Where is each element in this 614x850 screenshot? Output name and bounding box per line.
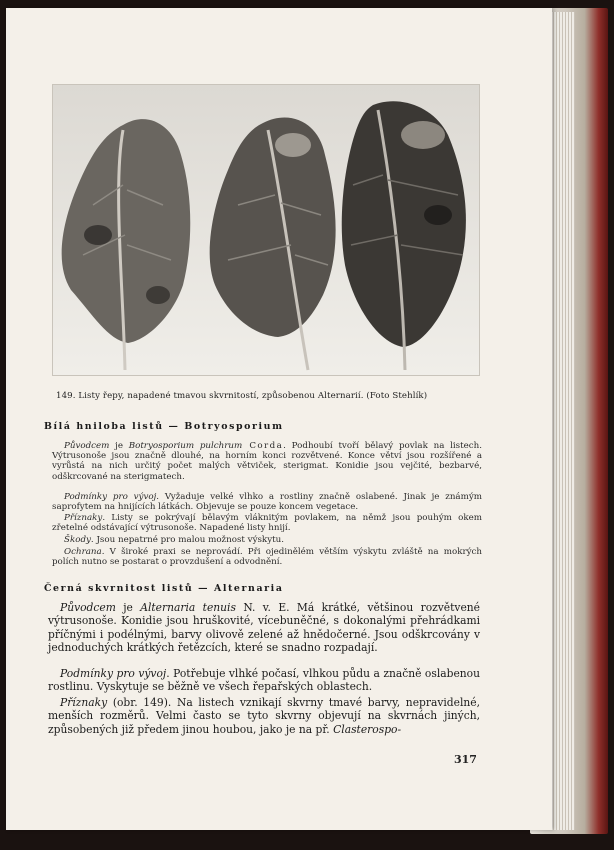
section-heading-alternaria: Černá skvrnitost listů — Alternaria [44, 583, 284, 594]
book-page [6, 8, 552, 830]
section2-paragraph-conditions: Podmínky pro vývoj. Potřebuje vlhké počasí, vlhkou půdu a značně oslabenou rostlinu. Vyskytuje se běžně ve všech řepařských oblastech. [48, 667, 480, 694]
section1-paragraph-protection: Ochrana. V široké praxi se neprovádí. Při ojedinělém větším výskytu zvláště na mokrých polích nutno se postarat o provzdušení a odvodnění. [52, 547, 482, 568]
label-puvodcem: Původcem [64, 441, 110, 451]
species-name: Botryosporium pulchrum [128, 441, 243, 451]
section2-paragraph-origin: Původcem je Alternaria tenuis N. v. E. Má krátké, většinou rozvětvené výtrusonoše. Konidie jsou hruškovité, vícebuněčné, s dokonalými přehrádkami příčnými i podélnými, barvy olivově zelené až hnědočerné. Jsou odškrcovány v jednoduchých krátkých řetězcích, které se snadno rozpadají. [48, 601, 480, 655]
section1-paragraph-origin: Původcem je Botryosporium pulchrum Corda. Podhoubí tvoří bělavý povlak na listech. Výtrusonoše jsou značně dlouhé, na horním konci rozvětvené. Konce větví jsou rozšířené a vyrůstá na nich určitý počet malých větviček, sterigmat. Konidie jsou vejčité, bezbarvé, odškrcované na sterigmatech. [52, 441, 482, 482]
section1-paragraph-conditions: Podmínky pro vývoj. Vyžaduje velké vlhko a rostliny značně oslabené. Jinak je známým saprofytem na hnijících látkách. Objevuje se pouze koncem vegetace. [52, 492, 482, 513]
section1-paragraph-symptoms: Příznaky. Listy se pokrývají bělavým vláknitým povlakem, na němž jsou pouhým okem zřetelné odstávající výtrusonoše. Napadené listy hnijí. [52, 513, 482, 534]
section2-paragraph-symptoms: Příznaky (obr. 149). Na listech vznikají skvrny tmavé barvy, nepravidelné, menších rozměrů. Velmi často se tyto skvrny objevují na skvrnách jiných, způsobených již předem jinou houbou, jako je na př. Clasterospo- [48, 696, 480, 736]
section-heading-botryosporium: Bílá hniloba listů — Botryosporium [44, 421, 284, 432]
figure-caption: 149. Listy řepy, napadené tmavou skvrnitostí, způsobenou Alternarií. (Foto Stehlík) [56, 391, 428, 401]
page-number: 317 [454, 753, 477, 766]
beet-leaves-photo [52, 84, 480, 376]
species-name-alternaria: Alternaria tenuis [140, 601, 236, 614]
section1-paragraph-damage: Škody. Jsou nepatrné pro malou možnost výskytu. [64, 535, 284, 545]
